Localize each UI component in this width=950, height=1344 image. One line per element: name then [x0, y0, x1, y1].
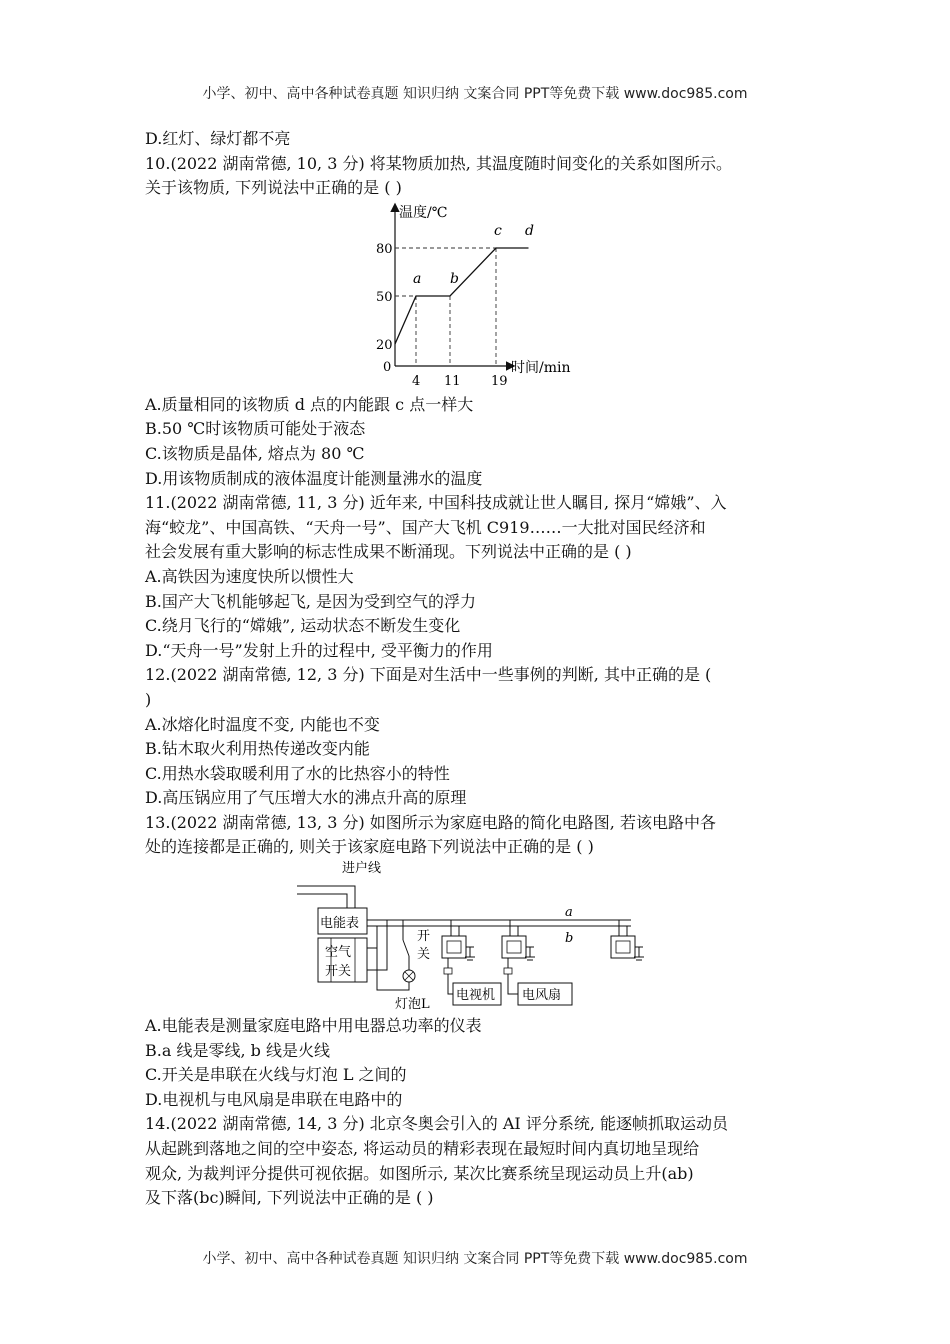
x-tick-label: 4 — [412, 373, 421, 389]
text-line: D.红灯、绿灯都不亮 — [145, 129, 291, 148]
option-a: A.质量相同的该物质 d 点的内能跟 c 点一样大 — [145, 394, 474, 414]
question-14-stem: 14.(2022 湖南常德, 14, 3 分) 北京冬奥会引入的 AI 评分系统, 能逐帧抓取运动员 — [145, 1114, 729, 1134]
temperature-series-line — [395, 248, 529, 344]
origin-label: 0 — [383, 359, 392, 375]
option-d: D.用该物质制成的液体温度计能测量沸水的温度 — [145, 468, 483, 488]
page-header: 小学、初中、高中各种试卷真题 知识归纳 文案合同 PPT等免费下载 www.doc985.com — [202, 86, 748, 102]
socket-2 — [502, 936, 526, 958]
option-b: B.钻木取火利用热传递改变内能 — [145, 739, 370, 759]
switch-blade — [403, 940, 409, 956]
document-body — [145, 127, 825, 1211]
option-b: B.a 线是零线, b 线是火线 — [145, 1040, 330, 1060]
option-c: C.该物质是晶体, 熔点为 80 ℃ — [145, 443, 365, 463]
circuit-svg — [145, 860, 825, 1014]
text-line: 海“蛟龙”、中国高铁、“天舟一号”、国产大飞机 C919……一大批对国民经济和 — [145, 517, 706, 537]
point-label-c: c — [494, 222, 502, 239]
option-d: D.“天舟一号”发射上升的过程中, 受平衡力的作用 — [145, 640, 493, 660]
text-line: 观众, 为裁判评分提供可视依据。如图所示, 某次比赛系统呈现运动员上升(ab) — [145, 1163, 694, 1183]
option-c: C.绕月飞行的“嫦娥”, 运动状态不断发生变化 — [145, 616, 461, 636]
text-line: ) — [145, 689, 152, 709]
text-line: 处的连接都是正确的, 则关于该家庭电路下列说法中正确的是 ( ) — [145, 837, 594, 857]
point-label-a: a — [413, 270, 422, 287]
bulb-label: 灯泡L — [395, 997, 430, 1013]
option-a: A.冰熔化时温度不变, 内能也不变 — [145, 714, 380, 734]
text-line: 社会发展有重大影响的标志性成果不断涌现。下列说法中正确的是 ( ) — [145, 542, 632, 562]
point-label-b: b — [450, 270, 459, 287]
question-10-stem: 10.(2022 湖南常德, 10, 3 分) 将某物质加热, 其温度随时间变化的关系如图所示。 — [145, 153, 732, 173]
household-circuit-diagram — [145, 860, 825, 1014]
air-switch-label: 开关 — [325, 964, 352, 980]
option-b: B.50 ℃时该物质可能处于液态 — [145, 419, 366, 439]
air-switch-label: 空气 — [325, 945, 352, 961]
point-label-d: d — [525, 222, 534, 239]
y-tick-label: 20 — [376, 337, 393, 353]
text-line: 关于该物质, 下列说法中正确的是 ( ) — [145, 178, 402, 198]
fan-label: 电风扇 — [522, 988, 562, 1004]
socket-3 — [611, 936, 635, 958]
switch-label: 关 — [417, 947, 431, 963]
x-tick-label: 19 — [491, 373, 508, 389]
page-footer: 小学、初中、高中各种试卷真题 知识归纳 文案合同 PPT等免费下载 www.doc985.com — [202, 1251, 748, 1267]
x-axis-label: 时间/min — [511, 359, 571, 376]
temperature-time-graph — [145, 201, 825, 393]
y-axis-label: 温度/℃ — [399, 204, 448, 221]
electric-meter-label: 电能表 — [320, 916, 360, 932]
question-12-stem: 12.(2022 湖南常德, 12, 3 分) 下面是对生活中一些事例的判断, 其中正确的是 ( — [145, 665, 712, 685]
question-11-stem: 11.(2022 湖南常德, 11, 3 分) 近年来, 中国科技成就让世人瞩目, 探月“嫦娥”、入 — [145, 493, 727, 513]
switch-label: 开 — [417, 929, 431, 945]
wire-b-label: b — [565, 931, 574, 947]
socket-1 — [442, 936, 466, 958]
option-c: C.用热水袋取暖利用了水的比热容小的特性 — [145, 763, 450, 783]
x-tick-label: 11 — [444, 373, 461, 389]
option-b: B.国产大飞机能够起飞, 是因为受到空气的浮力 — [145, 591, 477, 611]
question-13-stem: 13.(2022 湖南常德, 13, 3 分) 如图所示为家庭电路的简化电路图, 若该电路中各 — [145, 812, 716, 832]
text-line: 及下落(bc)瞬间, 下列说法中正确的是 ( ) — [145, 1188, 434, 1208]
wire-a-label: a — [565, 905, 573, 921]
graph-svg — [145, 201, 825, 393]
option-a: A.电能表是测量家庭电路中用电器总功率的仪表 — [145, 1016, 482, 1036]
tv-label: 电视机 — [456, 988, 496, 1004]
y-tick-label: 50 — [376, 289, 393, 305]
option-a: A.高铁因为速度快所以惯性大 — [145, 566, 354, 586]
text-line: 从起跳到落地之间的空中姿态, 将运动员的精彩表现在最短时间内真切地呈现给 — [145, 1139, 700, 1159]
option-d: D.高压锅应用了气压增大水的沸点升高的原理 — [145, 788, 467, 808]
y-tick-label: 80 — [376, 241, 393, 257]
option-d: D.电视机与电风扇是串联在电路中的 — [145, 1089, 403, 1109]
option-c: C.开关是串联在火线与灯泡 L 之间的 — [145, 1065, 407, 1085]
entry-wire-label: 进户线 — [342, 861, 382, 877]
